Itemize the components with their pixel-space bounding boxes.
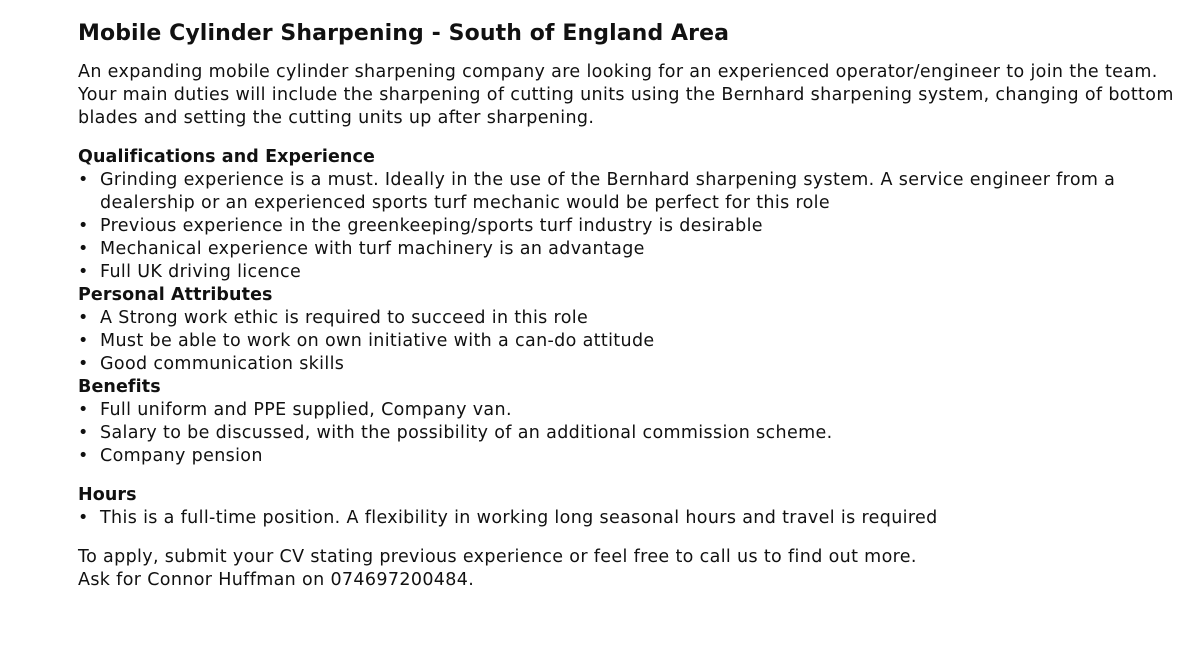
list-item: • Salary to be discussed, with the possibility of an additional commission scheme.	[78, 422, 1178, 445]
list-item: • Must be able to work on own initiative with a can-do attitude	[78, 330, 1178, 353]
list-item: • Good communication skills	[78, 353, 1178, 376]
apply-section	[78, 546, 1178, 592]
attributes-list	[78, 307, 1178, 376]
list-item: • Mechanical experience with turf machinery is an advantage	[78, 238, 1178, 261]
list-item: • Previous experience in the greenkeeping/sports turf industry is desirable	[78, 215, 1178, 238]
intro-paragraph: An expanding mobile cylinder sharpening company are looking for an experienced operator/engineer to join the team. Your main duties will include the sharpening of cutting units using the Bernhard sharpening system, changing of bottom blades and setting the cutting units up after sharpening.	[78, 62, 1174, 128]
list-item: • This is a full-time position. A flexibility in working long seasonal hours and travel is required	[78, 507, 1178, 530]
apply-line: To apply, submit your CV stating previous experience or feel free to call us to find out more.	[78, 547, 917, 567]
list-item: • Full uniform and PPE supplied, Company van.	[78, 399, 1178, 422]
hours-section	[78, 484, 1178, 530]
page-title: Mobile Cylinder Sharpening - South of England Area	[78, 21, 730, 46]
qualifications-heading: Qualifications and Experience	[78, 147, 375, 167]
qualifications-section	[78, 146, 1178, 284]
attributes-heading: Personal Attributes	[78, 285, 273, 305]
benefits-heading: Benefits	[78, 377, 161, 397]
hours-list	[78, 507, 1178, 530]
benefits-section	[78, 376, 1178, 468]
list-item: • A Strong work ethic is required to succeed in this role	[78, 307, 1178, 330]
attributes-section	[78, 284, 1178, 376]
benefits-list	[78, 399, 1178, 468]
list-item: • Grinding experience is a must. Ideally in the use of the Bernhard sharpening system. A service engineer from a dealership or an experienced sports turf mechanic would be perfect for this role	[78, 169, 1178, 215]
job-advert	[78, 18, 1178, 592]
hours-heading: Hours	[78, 485, 137, 505]
list-item: • Full UK driving licence	[78, 261, 1178, 284]
contact-line: Ask for Connor Huffman on 074697200484.	[78, 570, 475, 590]
qualifications-list	[78, 169, 1178, 284]
list-item: • Company pension	[78, 445, 1178, 468]
